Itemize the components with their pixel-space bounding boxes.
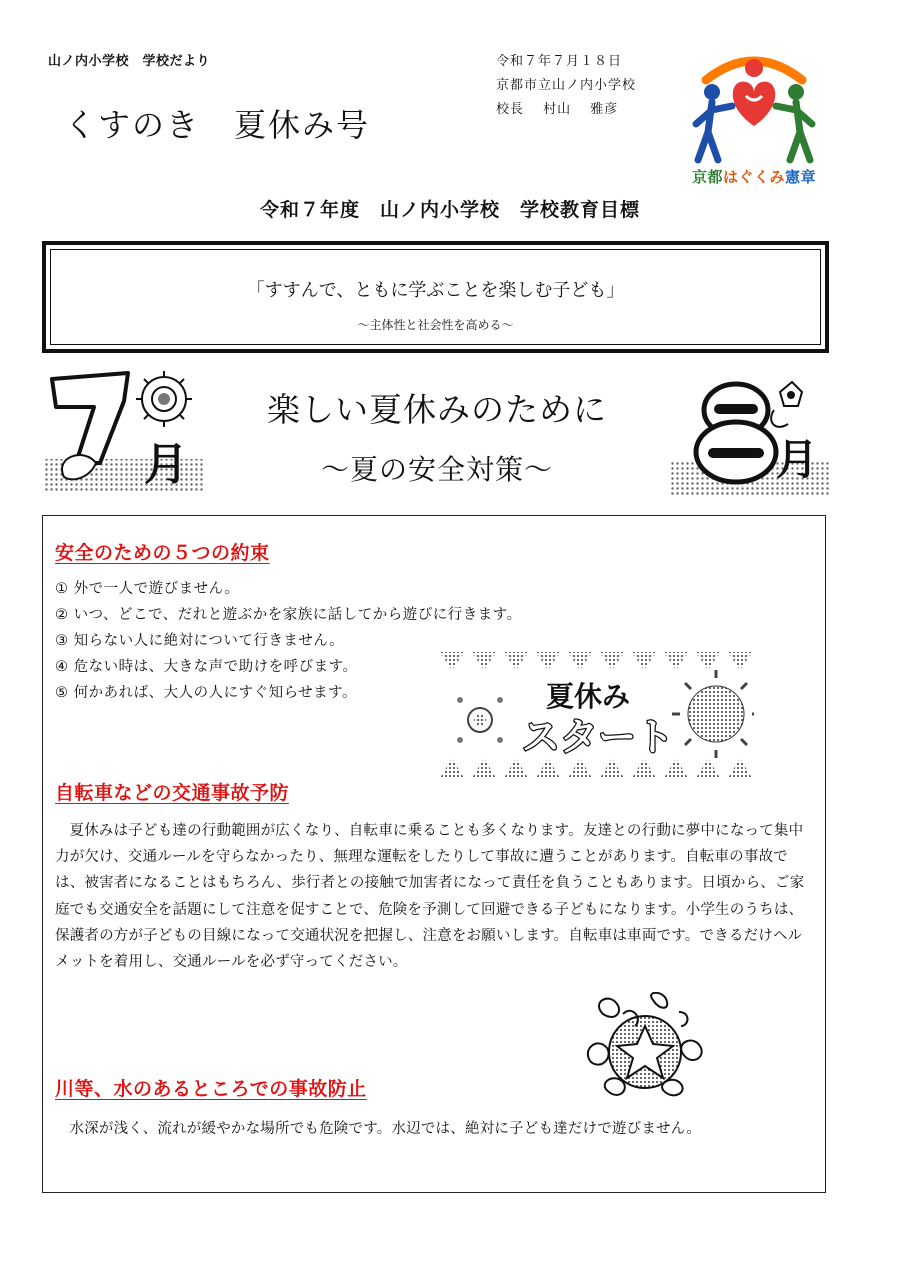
- bicycle-body: 夏休みは子ども達の行動範囲が広くなり、自転車に乗ることも多くなります。友達との行動に夢中になって集中力が欠け、交通ルールを守らなかったり、無理な運転をしたりして事故に遭うことがあります。自転車の事故では、被害者になることはもちろん、歩行者との接触で加害者になって責任を負うこともあります。日頃から、ご家庭でも交通安全を話題にして注意を促すことで、危険を予測して回避できる子どもになります。小学生のうちは、保護者の方が子どもの目線になって交通状況を把握し、注意をお願いします。自転車は車両です。できるだけヘルメットを着用し、交通ルールを必ず守ってください。: [55, 823, 805, 971]
- sun-icon: [672, 670, 754, 758]
- list-item: ① 外で一人で遊びません。: [55, 581, 240, 597]
- list-item: ② いつ、どこで、だれと遊ぶかを家族に話してから遊びに行きます。: [55, 607, 522, 623]
- august-decoration: [670, 376, 830, 506]
- morning-glory-illustration: [583, 992, 705, 1104]
- banner-line2: スタート: [522, 715, 675, 759]
- logo-text: 京都はぐくみ憲章: [691, 168, 817, 186]
- summer-subtitle: ～夏の安全対策～: [320, 453, 553, 486]
- month-8-unit: 月: [776, 435, 819, 484]
- people-heart-icon: [684, 48, 824, 166]
- school-name: 京都市立山ノ内小学校: [496, 78, 637, 93]
- newsletter-label: 山ノ内小学校 学校だより: [48, 54, 211, 69]
- july-decoration: [44, 367, 204, 497]
- list-item: ④ 危ない時は、大きな声で助けを呼びます。: [55, 659, 358, 675]
- summer-start-banner: [436, 650, 756, 780]
- hagukumi-charter-logo: [684, 48, 824, 198]
- goals-box: [42, 241, 829, 353]
- issue-date: 令和７年７月１８日: [496, 54, 623, 69]
- principal-name: 校長 村山 雅彦: [496, 102, 619, 117]
- summer-title: 楽しい夏休みのために: [267, 390, 607, 429]
- water-body: 水深が浅く、流れが緩やかな場所でも危険です。水辺では、絶対に子ども達だけで遊びません。: [69, 1121, 702, 1137]
- goals-main: 「すすんで、ともに学ぶことを楽しむ子ども」: [246, 280, 625, 301]
- sunflower-icon: [136, 371, 192, 427]
- goals-heading: 令和７年度 山ノ内小学校 学校教育目標: [259, 199, 640, 221]
- water-title: 川等、水のあるところでの事故防止: [55, 1078, 367, 1100]
- list-item: ③ 知らない人に絶対について行きません。: [55, 633, 345, 649]
- goals-sub: ～主体性と社会性を高める～: [357, 318, 514, 332]
- newsletter-title: くすのき 夏休み号: [64, 106, 371, 144]
- banner-line1: 夏休み: [546, 680, 631, 713]
- month-7-unit: 月: [144, 439, 188, 490]
- list-item: ⑤ 何かあれば、大人の人にすぐ知らせます。: [55, 685, 358, 701]
- morning-glory-icon: [771, 382, 802, 427]
- small-sun-icon: [457, 697, 503, 743]
- promises-title: 安全のための５つの約束: [55, 542, 270, 564]
- content-box: [42, 515, 826, 1193]
- bicycle-title: 自転車などの交通事故予防: [55, 782, 290, 804]
- issue-meta: [496, 50, 636, 122]
